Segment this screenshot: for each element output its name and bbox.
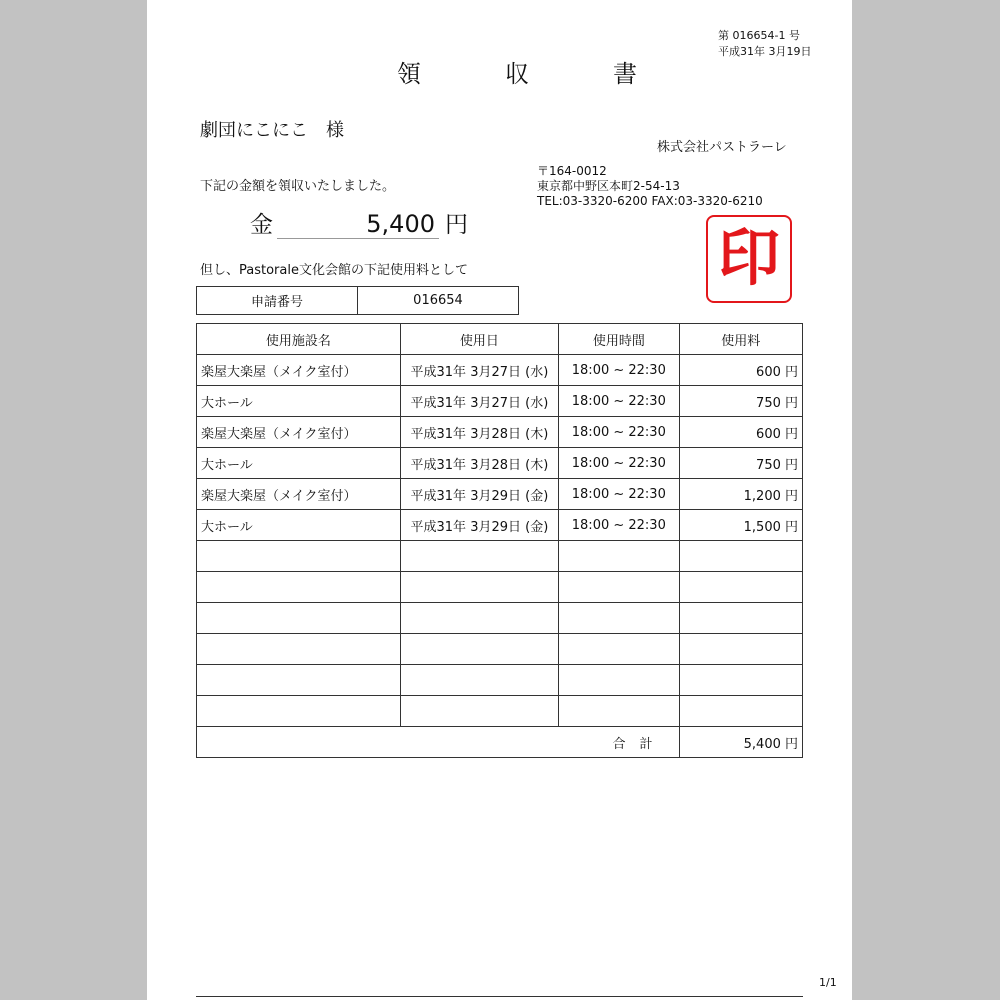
application-number-value: 016654 [358,287,519,315]
fee-cell: 750 円 [679,386,802,417]
date-cell: 平成31年 3月28日 (木) [400,417,558,448]
header-facility: 使用施設名 [197,324,401,355]
facility-cell: 大ホール [197,510,401,541]
total-label: 合計 [197,727,680,758]
fee-cell: 1,200 円 [679,479,802,510]
facility-cell: 大ホール [197,448,401,479]
header-fee: 使用料 [679,324,802,355]
header-date: 使用日 [400,324,558,355]
fee-cell: 600 円 [679,417,802,448]
table-row [197,448,803,479]
table-row [197,479,803,510]
date-cell: 平成31年 3月29日 (金) [400,510,558,541]
time-cell: 18:00 ~ 22:30 [559,355,679,386]
time-cell: 18:00 ~ 22:30 [559,417,679,448]
time-cell: 18:00 ~ 22:30 [559,448,679,479]
seal-stamp-icon: 印 [706,215,792,303]
table-row [197,510,803,541]
fee-cell: 750 円 [679,448,802,479]
addressee: 劇団にこにこ 様 [200,120,344,141]
table-row [197,386,803,417]
receipt-title [397,54,637,89]
empty-table-row [197,603,803,634]
title-char: 書 [613,60,637,88]
facility-cell: 楽屋大楽屋（メイク室付） [197,355,401,386]
footer-divider [196,996,803,997]
date-cell: 平成31年 3月27日 (水) [400,386,558,417]
table-header-row [197,324,803,355]
empty-table-row [197,665,803,696]
issuer-address: 東京都中野区本町2-54-13 [537,179,680,193]
issuer-postal-code: 〒164-0012 [537,164,607,178]
application-number-table [196,286,519,315]
document-number: 第 016654-1 号 [718,29,800,42]
facility-cell: 楽屋大楽屋（メイク室付） [197,417,401,448]
application-number-label: 申請番号 [197,287,358,315]
facility-cell: 大ホール [197,386,401,417]
table-row [197,355,803,386]
time-cell: 18:00 ~ 22:30 [559,386,679,417]
header-time: 使用時間 [559,324,679,355]
amount-value: 5,400 [277,210,439,239]
facility-cell: 楽屋大楽屋（メイク室付） [197,479,401,510]
usage-table [196,323,803,758]
issuer-company: 株式会社パストラーレ [657,140,787,155]
receipt-statement: 下記の金額を領収いたしました。 [200,179,396,194]
title-char: 領 [397,60,421,88]
issuer-address-block [537,164,763,209]
document-header-info [718,28,812,60]
title-char: 収 [505,60,529,88]
fee-cell: 1,500 円 [679,510,802,541]
empty-table-row [197,696,803,727]
empty-table-row [197,541,803,572]
receipt-page [147,0,852,1000]
amount-suffix: 円 [445,212,468,238]
date-cell: 平成31年 3月29日 (金) [400,479,558,510]
empty-table-row [197,634,803,665]
table-row [197,417,803,448]
time-cell: 18:00 ~ 22:30 [559,479,679,510]
total-value: 5,400 円 [679,727,802,758]
date-cell: 平成31年 3月28日 (木) [400,448,558,479]
fee-cell: 600 円 [679,355,802,386]
time-cell: 18:00 ~ 22:30 [559,510,679,541]
issue-date: 平成31年 3月19日 [718,45,812,58]
empty-table-row [197,572,803,603]
amount-line [250,206,468,239]
payment-purpose: 但し、Pastorale文化会館の下記使用料として [200,263,468,278]
issuer-contact: TEL:03-3320-6200 FAX:03-3320-6210 [537,194,763,208]
total-row [197,727,803,758]
date-cell: 平成31年 3月27日 (水) [400,355,558,386]
page-number: 1/1 [819,976,837,989]
amount-prefix: 金 [250,212,273,238]
